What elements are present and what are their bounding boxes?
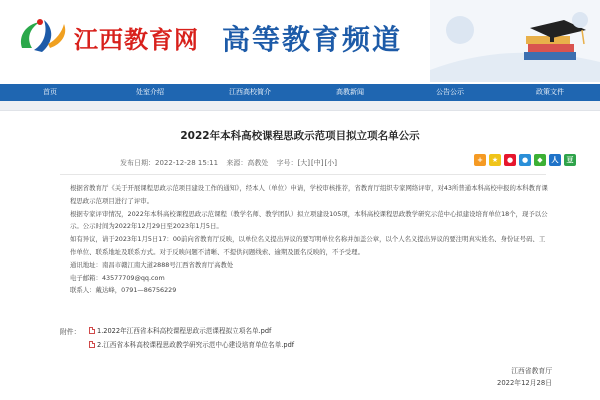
font-size-medium-button[interactable]: [中]	[311, 159, 324, 167]
body-paragraph: 根据省教育厅《关于开展课程思政示范项目建设工作的通知》，经本人（单位）申请，学校审核推荐，省教育厅组织专家网络评审，对43所普通本科高校申报的本科教育课程思政示范项目进行了评审。	[70, 184, 548, 205]
publish-date: 发布日期：2022-12-28 15:11	[120, 159, 219, 167]
breadcrumb-bar	[0, 101, 600, 111]
attachment-link[interactable]	[89, 339, 294, 349]
article-source: 来源：高教处	[226, 159, 269, 167]
article-title: 2022年本科高校课程思政示范项目拟立项名单公示	[180, 130, 420, 142]
douban-icon[interactable]: 豆	[564, 154, 576, 166]
main-nav	[0, 84, 600, 101]
nav-announcements[interactable]: 公告公示	[436, 88, 464, 96]
tencent-weibo-icon[interactable]: ●	[519, 154, 531, 166]
pdf-file-icon	[89, 327, 95, 334]
qzone-icon[interactable]: ★	[489, 154, 501, 166]
weibo-icon[interactable]: ●	[504, 154, 516, 166]
body-paragraph: 如有异议，请于2023年1月5日17：00前向省教育厅反映，以单位名义提出异议的要写明单位名称并加盖公章，以个人名义提出异议的要注明真实姓名、身份证号码、工作单位、联系地址及联系方式。对于反映问题不清晰、不提供问题线索、逾期及匿名反映的，不予受理。	[70, 235, 546, 256]
wechat-icon[interactable]: ◆	[534, 154, 546, 166]
header-books-decoration	[430, 0, 600, 82]
article-meta	[120, 158, 338, 168]
nav-department-intro[interactable]: 处室介绍	[136, 88, 164, 96]
nav-home[interactable]: 首页	[43, 88, 57, 96]
share-bar	[474, 154, 576, 166]
signature-date: 2022年12月28日	[497, 379, 552, 387]
font-size-large-button[interactable]: [大]	[297, 159, 311, 167]
attachments-label: 附件：	[60, 328, 81, 336]
nav-policy-documents[interactable]: 政策文件	[536, 88, 564, 96]
signature-organization: 江西省教育厅	[511, 367, 552, 375]
jiangxi-education-logo[interactable]	[14, 14, 70, 58]
meta-divider	[60, 174, 546, 175]
nav-university-intro[interactable]: 江西高校简介	[229, 88, 271, 96]
body-paragraph: 根据专家评审情况，2022年本科高校课程思政示范课程（教学名师、教学团队）拟立项建设105项，本科高校课程思政教学研究示范中心拟建设培育单位18个，现予以公示。公示时间为2022年12月29日至2023年1月5日。	[70, 209, 548, 231]
contact-person: 联系人：戴达峰，0791—86756229	[70, 286, 177, 295]
article-body	[60, 182, 550, 297]
site-header	[0, 0, 600, 82]
pdf-file-icon	[89, 341, 95, 348]
contact-email: 电子邮箱：43577709@qq.com	[70, 273, 165, 282]
channel-title: 高等教育频道	[222, 23, 403, 56]
font-size-label: 字号：	[276, 159, 298, 167]
site-brand-name[interactable]: 江西教育网	[74, 26, 199, 54]
contact-address: 通讯地址：南昌市赣江南大道2888号江西省教育厅高教处	[70, 260, 234, 269]
attachment-link-text[interactable]: 2.江西省本科高校课程思政教学研究示范中心建设培育单位名单.pdf	[97, 341, 295, 349]
share-plus-icon[interactable]: +	[474, 154, 486, 166]
attachment-link[interactable]	[89, 325, 271, 335]
font-size-small-button[interactable]: [小]	[324, 159, 337, 167]
nav-higher-ed-news[interactable]: 高教新闻	[336, 88, 364, 96]
attachment-link-text[interactable]: 1.2022年江西省本科高校课程思政示范课程拟立项名单.pdf	[97, 327, 272, 335]
renren-icon[interactable]: 人	[549, 154, 561, 166]
